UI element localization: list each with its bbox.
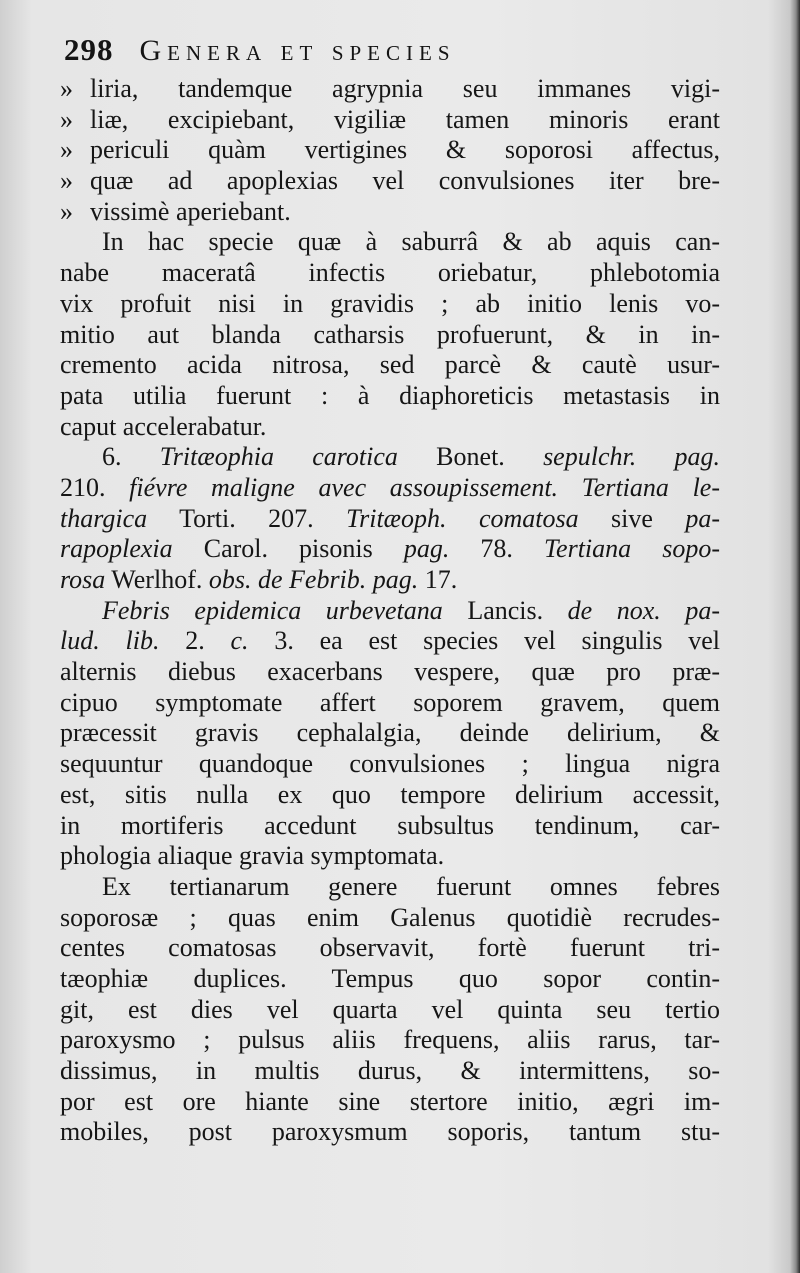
text-segment: sequuntur quandoque convulsiones ; lingua nigra [60, 749, 720, 779]
italic-text: rosa [60, 565, 106, 594]
text-segment: cipuo symptomate affert soporem gravem, quem [60, 687, 720, 717]
text-line [60, 872, 720, 903]
text-line [60, 412, 720, 443]
text-line [60, 780, 720, 811]
text-segment: mitio aut blanda catharsis profuerunt, & in in- [60, 319, 720, 349]
text-segment: nabe maceratâ infectis oriebatur, phlebotomia [60, 258, 720, 288]
text-line [60, 166, 720, 197]
text-line [60, 1117, 720, 1148]
italic-text: sepulchr. pag. [543, 442, 720, 472]
text-line [60, 903, 720, 934]
text-line [60, 964, 720, 995]
text-line [60, 718, 720, 749]
running-title: Genera et species [139, 34, 456, 67]
text-segment: liæ, excipiebant, vigiliæ tamen minoris erant [90, 104, 720, 134]
italic-text: pag. [403, 534, 450, 564]
text-line [60, 1056, 720, 1087]
text-segment: sive [578, 503, 686, 533]
text-segment: centes comatosas observavit, fortè fuerunt tri- [60, 933, 720, 963]
italic-text: lud. lib. [60, 626, 160, 656]
text-line [60, 320, 720, 351]
italic-text: Febris epidemica urbevetana [102, 595, 443, 625]
text-segment: est, sitis nulla ex quo tempore delirium accessit, [60, 779, 720, 809]
text-line [60, 596, 720, 627]
text-line [60, 1087, 720, 1118]
text-line [60, 688, 720, 719]
text-segment: vissimè aperiebant. [90, 196, 291, 226]
text-segment: tæophiæ duplices. Tempus quo sopor contin- [60, 963, 720, 993]
text-segment: Torti. 207. [147, 503, 347, 533]
text-segment: alternis diebus exacerbans vespere, quæ pro præ- [60, 657, 720, 687]
text-line [60, 657, 720, 688]
text-line [60, 442, 720, 473]
text-line [60, 626, 720, 657]
italic-text: c. [230, 626, 249, 656]
body-text [60, 74, 720, 1148]
text-segment: 17. [418, 565, 458, 594]
text-line [60, 749, 720, 780]
text-line [60, 1025, 720, 1056]
text-line [60, 197, 720, 228]
text-segment: In hac specie quæ à saburrâ & ab aquis can- [102, 227, 720, 257]
italic-text: Tritæophia carotica [159, 442, 398, 472]
text-line [60, 473, 720, 504]
italic-text: rapoplexia [60, 534, 173, 564]
text-line [60, 995, 720, 1026]
text-segment: cremento acida nitrosa, sed parcè & cautè usur- [60, 350, 720, 380]
italic-text: pa- [685, 503, 720, 533]
text-line [60, 534, 720, 565]
page-header [64, 32, 624, 80]
text-line [60, 74, 720, 105]
text-segment: caput accelerabatur. [60, 411, 267, 441]
text-line [60, 504, 720, 535]
text-segment: in mortiferis accedunt subsultus tendinum, car- [60, 810, 720, 840]
italic-text: Tertiana sopo- [543, 534, 720, 564]
text-line [60, 258, 720, 289]
text-segment: 210. [60, 472, 130, 502]
text-segment: vix profuit nisi in gravidis ; ab initio lenis vo- [60, 288, 720, 318]
text-line [60, 841, 720, 872]
italic-text: obs. de Febrib. pag. [208, 565, 419, 594]
text-segment: phologia aliaque gravia symptomata. [60, 841, 445, 871]
text-segment: 78. [449, 534, 544, 564]
italic-text: de nox. pa- [567, 595, 720, 625]
text-segment: git, est dies vel quarta vel quinta seu tertio [60, 994, 720, 1024]
page-number: 298 [64, 32, 114, 67]
text-line [60, 105, 720, 136]
text-line [60, 811, 720, 842]
text-segment: quæ ad apoplexias vel convulsiones iter bre- [90, 166, 720, 196]
text-line [60, 381, 720, 412]
text-segment: Werlhof. [105, 565, 209, 594]
text-segment: 6. [102, 442, 160, 472]
text-segment: dissimus, in multis durus, & intermittens, so- [60, 1056, 720, 1085]
text-segment: liria, tandemque agrypnia seu immanes vigi- [90, 74, 720, 103]
text-segment: Carol. pisonis [172, 534, 404, 564]
text-line [60, 565, 720, 596]
text-segment: mobiles, post paroxysmum soporis, tantum stu- [60, 1117, 720, 1147]
text-line [60, 289, 720, 320]
italic-text: Tritæoph. comatosa [346, 503, 579, 533]
text-segment: Bonet. [397, 442, 544, 472]
page-edge-shadow [790, 0, 800, 1273]
italic-text: thargica [60, 503, 148, 533]
text-segment: Lancis. [442, 595, 568, 625]
text-line [60, 933, 720, 964]
text-segment: paroxysmo ; pulsus aliis frequens, aliis rarus, tar- [60, 1025, 720, 1055]
text-line [60, 135, 720, 166]
text-segment: 3. ea est species vel singulis vel [248, 626, 720, 656]
text-line [60, 227, 720, 258]
text-segment: soporosæ ; quas enim Galenus quotidiè recrudes- [60, 902, 720, 932]
text-segment: Ex tertianarum genere fuerunt omnes febres [102, 871, 720, 901]
text-segment: periculi quàm vertigines & soporosi affectus, [90, 135, 720, 165]
text-segment: pata utilia fuerunt : à diaphoreticis metastasis in [60, 380, 720, 410]
text-segment: 2. [159, 626, 231, 656]
text-segment: por est ore hiante sine stertore initio, ægri im- [60, 1086, 720, 1116]
italic-text: fiévre maligne avec assoupissement. Tertiana le- [129, 472, 720, 502]
text-line [60, 350, 720, 381]
text-segment: præcessit gravis cephalalgia, deinde delirium, & [60, 718, 720, 748]
